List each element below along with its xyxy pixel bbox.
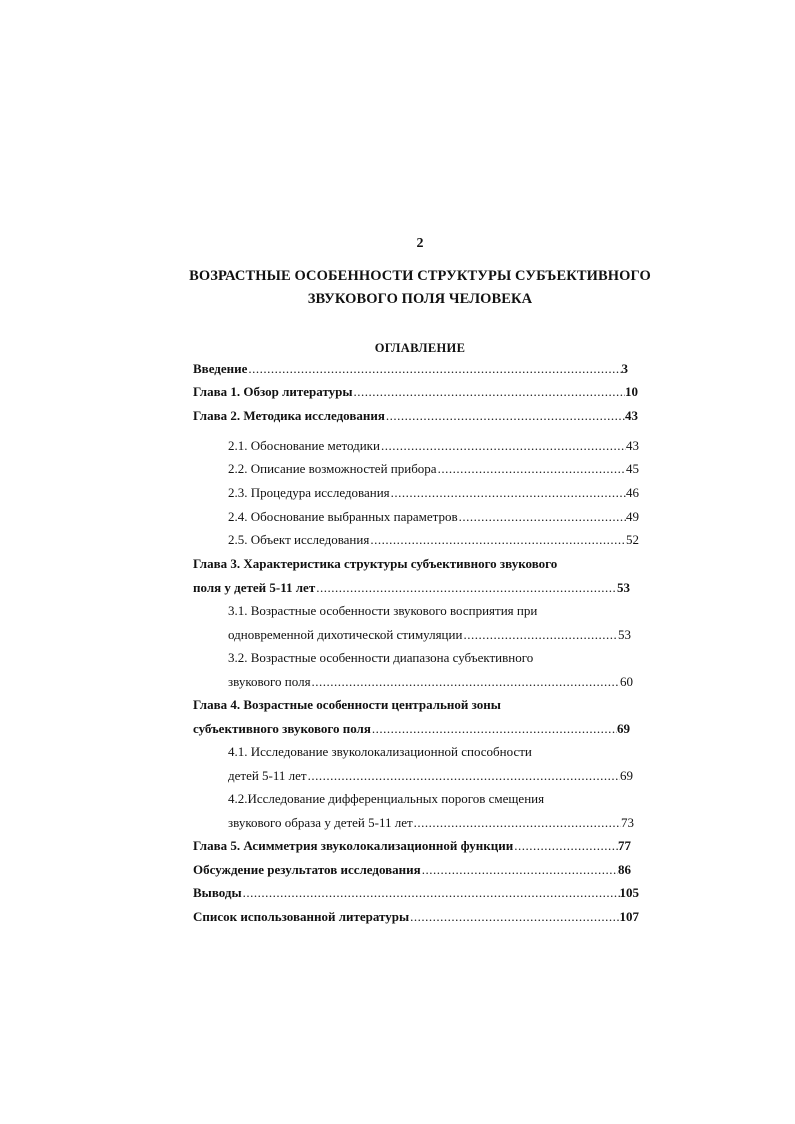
- toc-entry-references[interactable]: [193, 908, 639, 926]
- toc-leader-dots: [414, 814, 621, 832]
- toc-leader-dots: [514, 837, 618, 855]
- toc-entry-title: субъективного звукового поля: [193, 721, 371, 736]
- toc-entry-page: 3: [621, 361, 628, 376]
- toc-entry-conclusions[interactable]: [193, 884, 639, 902]
- toc-entry-title: Список использованной литературы: [193, 909, 410, 924]
- toc-entry-section-4-1-line-1[interactable]: [228, 743, 628, 761]
- toc-entry-title: 2.4. Обоснование выбранных параметров: [228, 509, 458, 524]
- toc-entry-title: звукового образа у детей 5-11 лет: [228, 815, 413, 830]
- toc-entry-page: 86: [618, 862, 631, 877]
- toc-entry-title: поля у детей 5-11 лет: [193, 580, 316, 595]
- toc-entry-chapter-3-line-2[interactable]: [193, 579, 630, 597]
- toc-leader-dots: [386, 407, 625, 425]
- toc-entry-title: 3.2. Возрастные особенности диапазона субъективного: [228, 650, 534, 665]
- toc-entry-page: 107: [619, 909, 639, 924]
- toc-leader-dots: [459, 508, 626, 526]
- toc-leader-dots: [316, 579, 617, 597]
- toc-entry-section-4-1-line-2[interactable]: [228, 767, 633, 785]
- toc-leader-dots: [463, 626, 618, 644]
- toc-entry-page: 69: [617, 721, 630, 736]
- toc-leader-dots: [381, 437, 626, 455]
- toc-entry-title: Обсуждение результатов исследования: [193, 862, 421, 877]
- toc-entry-title: одновременной дихотической стимуляции: [228, 627, 463, 642]
- toc-leader-dots: [354, 383, 625, 401]
- toc-leader-dots: [422, 861, 618, 879]
- toc-leader-dots: [312, 673, 620, 691]
- toc-entry-page: 69: [620, 768, 633, 783]
- toc-entry-page: 43: [625, 408, 638, 423]
- toc-entry-section-2-3[interactable]: [228, 484, 639, 502]
- document-title-line-2: ЗВУКОВОГО ПОЛЯ ЧЕЛОВЕКА: [307, 291, 533, 307]
- toc-entry-section-2-1[interactable]: [228, 437, 639, 455]
- page-number: 2: [416, 236, 424, 251]
- toc-entry-title: Введение: [193, 361, 248, 376]
- toc-entry-section-4-2-line-1[interactable]: [228, 790, 628, 808]
- toc-entry-introduction[interactable]: [193, 360, 628, 378]
- toc-entry-title: Глава 5. Асимметрия звуколокализационной функции: [193, 838, 514, 853]
- toc-entry-page: 53: [618, 627, 631, 642]
- toc-entry-title: Глава 1. Обзор литературы: [193, 384, 353, 399]
- toc-entry-title: Глава 3. Характеристика структуры субъективного звукового: [193, 556, 558, 571]
- toc-entry-page: 49: [626, 509, 639, 524]
- toc-entry-title: 3.1. Возрастные особенности звукового восприятия при: [228, 603, 538, 618]
- toc-entry-page: 10: [625, 384, 638, 399]
- toc-entry-title: Выводы: [193, 885, 242, 900]
- toc-entry-page: 105: [619, 885, 639, 900]
- toc-entry-section-3-1-line-2[interactable]: [228, 626, 631, 644]
- toc-heading: ОГЛАВЛЕНИЕ: [374, 341, 466, 355]
- toc-leader-dots: [248, 360, 621, 378]
- toc-entry-section-3-1-line-1[interactable]: [228, 602, 628, 620]
- toc-entry-section-2-5[interactable]: [228, 531, 639, 549]
- toc-entry-title: Глава 2. Методика исследования: [193, 408, 385, 423]
- toc-entry-title: детей 5-11 лет: [228, 768, 307, 783]
- toc-leader-dots: [370, 531, 626, 549]
- toc-entry-title: 4.1. Исследование звуколокализационной способности: [228, 744, 532, 759]
- toc-entry-section-3-2-line-1[interactable]: [228, 649, 628, 667]
- toc-entry-page: 45: [626, 461, 639, 476]
- toc-entry-title: 2.5. Объект исследования: [228, 532, 370, 547]
- toc-entry-page: 46: [626, 485, 639, 500]
- toc-leader-dots: [372, 720, 617, 738]
- toc-entry-chapter-2[interactable]: [193, 407, 638, 425]
- toc-entry-page: 77: [618, 838, 631, 853]
- toc-entry-chapter-4-line-1[interactable]: [193, 696, 593, 714]
- toc-entry-page: 73: [621, 815, 634, 830]
- toc-entry-title: звукового поля: [228, 674, 311, 689]
- toc-entry-page: 53: [617, 580, 630, 595]
- toc-entry-title: Глава 4. Возрастные особенности центральной зоны: [193, 697, 501, 712]
- toc-leader-dots: [391, 484, 626, 502]
- document-title-line-1: ВОЗРАСТНЫЕ ОСОБЕННОСТИ СТРУКТУРЫ СУБЪЕКТИВНОГО: [189, 268, 651, 284]
- toc-entry-discussion[interactable]: [193, 861, 631, 879]
- toc-entry-page: 60: [620, 674, 633, 689]
- toc-entry-section-2-4[interactable]: [228, 508, 639, 526]
- toc-leader-dots: [438, 460, 626, 478]
- toc-entry-section-2-2[interactable]: [228, 460, 639, 478]
- toc-entry-page: 52: [626, 532, 639, 547]
- toc-entry-page: 43: [626, 438, 639, 453]
- toc-entry-section-3-2-line-2[interactable]: [228, 673, 633, 691]
- toc-entry-title: 2.3. Процедура исследования: [228, 485, 390, 500]
- toc-entry-title: 4.2.Исследование дифференциальных порогов смещения: [228, 791, 545, 806]
- toc-leader-dots: [410, 908, 619, 926]
- toc-leader-dots: [308, 767, 620, 785]
- toc-entry-chapter-3-line-1[interactable]: [193, 555, 639, 573]
- toc-entry-title: 2.2. Описание возможностей прибора: [228, 461, 437, 476]
- toc-entry-section-4-2-line-2[interactable]: [228, 814, 634, 832]
- toc-leader-dots: [243, 884, 620, 902]
- toc-entry-title: 2.1. Обоснование методики: [228, 438, 380, 453]
- toc-entry-chapter-5[interactable]: [193, 837, 631, 855]
- toc-entry-chapter-4-line-2[interactable]: [193, 720, 630, 738]
- toc-entry-chapter-1[interactable]: [193, 383, 638, 401]
